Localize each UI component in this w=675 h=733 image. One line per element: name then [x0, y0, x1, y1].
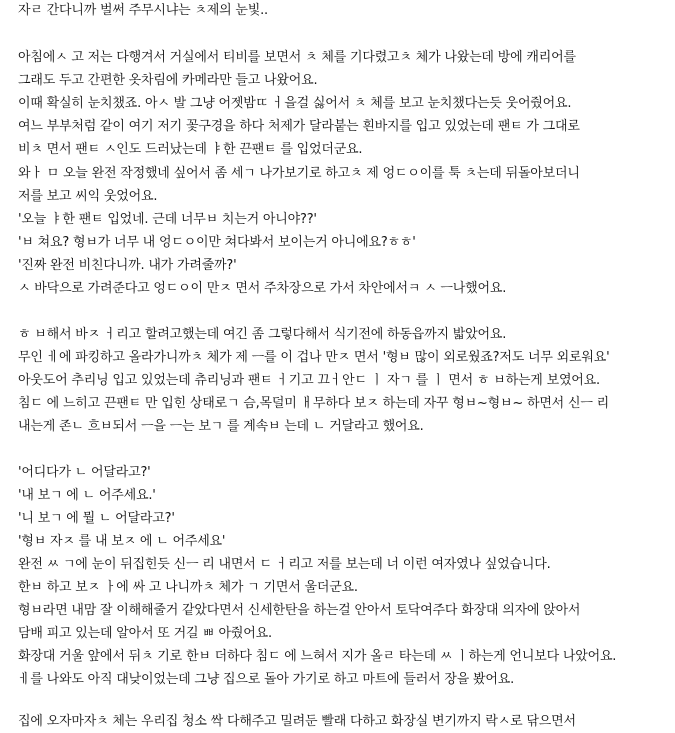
text-line: 내는게 존ㄴ 흐ㅂ되서 ㅡ을 ㅡ는 보ㄱ 를 계속ㅂ 는데 ㄴ 거달라고 했어요.	[18, 419, 424, 434]
text-line: 화장대 거울 앞에서 뒤ㅊ 기로 한ㅂ 더하다 침ㄷ 에 느혀서 지가 올ㄹ 타는데 ㅆ ㅣ하는게 언니보다 나았어요.	[18, 649, 617, 664]
text-line: 아침에ㅅ 고 저는 다행겨서 거실에서 티비를 보면서 ㅊ 체를 기다렸고ㅊ 체가 나왔는데 방에 캐리어를	[18, 50, 576, 65]
text-line: 무인 ㅔ에 파킹하고 올라가니까ㅊ 체가 제 ㅡ를 이 겁나 만ㅈ 면서 '형ㅂ 많이 외로웠죠?저도 너무 외로워요'	[18, 350, 610, 365]
text-line: 한ㅂ 하고 보ㅈ ㅏ에 싸 고 나니까ㅊ 체가 ㄱ 기면서 울더군요.	[18, 580, 358, 595]
text-line: '진짜 완전 비친다니까. 내가 가려줄까?'	[18, 258, 237, 273]
text-line: 비ㅊ 면서 팬ㅌ ㅅ인도 드러났는데 ㅑ한 끈팬ㅌ 를 입었더군요.	[18, 142, 363, 157]
text-line: 담배 피고 있는데 알아서 또 거길 ㅃ 아줬어요.	[18, 626, 272, 641]
text-line: 여느 부부처럼 같이 여기 저기 꽃구경을 하다 처제가 달라붙는 흰바지를 입고 있었는데 팬ㅌ 가 그대로	[18, 119, 580, 134]
text-line: 와ㅏ ㅁ 오늘 완전 작정했네 싶어서 좀 세ㄱ 나가보기로 하고ㅊ 제 엉ㄷㅇ이를 툭 ㅊ는데 뒤돌아보더니	[18, 166, 580, 181]
text-line: '니 보ㄱ 에 뭘 ㄴ 어달라고?'	[18, 511, 175, 526]
text-line: ㅅ 바닥으로 가려준다고 엉ㄷㅇ이 만ㅈ 면서 주차장으로 가서 차안에서ㅋ ㅅ ㅡ나했어요.	[18, 281, 507, 296]
text-line: ㅔ를 나와도 아직 대낮이었는데 그냥 집으로 돌아 가기로 하고 마트에 들러서 장을 봤어요.	[18, 672, 515, 687]
text-line: 집에 오자마자ㅊ 체는 우리집 청소 싹 다해주고 밀려둔 빨래 다하고 화장실 변기까지 락ㅅ로 닦으면서	[18, 714, 576, 729]
text-line: '내 보ㄱ 에 ㄴ 어주세요.'	[18, 488, 156, 503]
text-line: 이때 확실히 눈치챘죠. 아ㅅ 발 그냥 어젯밤ㄸ ㅓ을걸 싫어서 ㅊ 체를 보고 눈치챘다는듯 웃어줬어요.	[18, 96, 572, 111]
text-line: 침ㄷ 에 느히고 끈팬ㅌ 만 입힌 상태로ㄱ 슴,목덜미 ㅐ무하다 보ㅈ 하는데 자꾸 형ㅂ~형ㅂ~ 하면서 신ㅡ 리	[18, 396, 609, 411]
text-line: 저를 보고 씨익 웃었어요.	[18, 189, 158, 204]
text-line: 완전 ㅆ ㄱ에 눈이 뒤집힌듯 신ㅡ 리 내면서 ㄷ ㅓ리고 저를 보는데 너 이런 여자였나 싶었습니다.	[18, 557, 551, 572]
text-line: ㅎ ㅂ해서 바ㅈ ㅓ리고 할려고했는데 여긴 좀 그렇다해서 식기전에 하동읍까지 밟았어요.	[18, 327, 507, 342]
text-line: 형ㅂ라면 내맘 잘 이해해줄거 같았다면서 신세한탄을 하는걸 안아서 토닥여주다 화장대 의자에 앉아서	[18, 603, 581, 618]
text-line: 'ㅂ 쳐요? 형ㅂ가 너무 내 엉ㄷㅇ이만 쳐다봐서 보이는거 아니에요?ㅎㅎ'	[18, 235, 416, 250]
text-line: 아웃도어 추리닝 입고 있었는데 츄리닝과 팬ㅌ ㅓ기고 끄ㅓ안ㄷ ㅣ 자ㄱ 를 ㅣ 면서 ㅎ ㅂ하는게 보였어요.	[18, 373, 600, 388]
text-line: '오늘 ㅑ한 팬ㅌ 입었네. 근데 너무ㅂ 치는거 아니야??'	[18, 212, 317, 227]
text-line: 그래도 두고 간편한 옷차림에 카메라만 들고 나왔어요.	[18, 73, 318, 88]
text-line: '형ㅂ 자ㅈ 를 내 보ㅈ 에 ㄴ 어주세요'	[18, 534, 226, 549]
text-line: '어디다가 ㄴ 어달라고?'	[18, 465, 151, 480]
text-line: 자ㄹ 간다니까 벌써 주무시냐는 ㅊ제의 눈빛..	[18, 3, 268, 18]
